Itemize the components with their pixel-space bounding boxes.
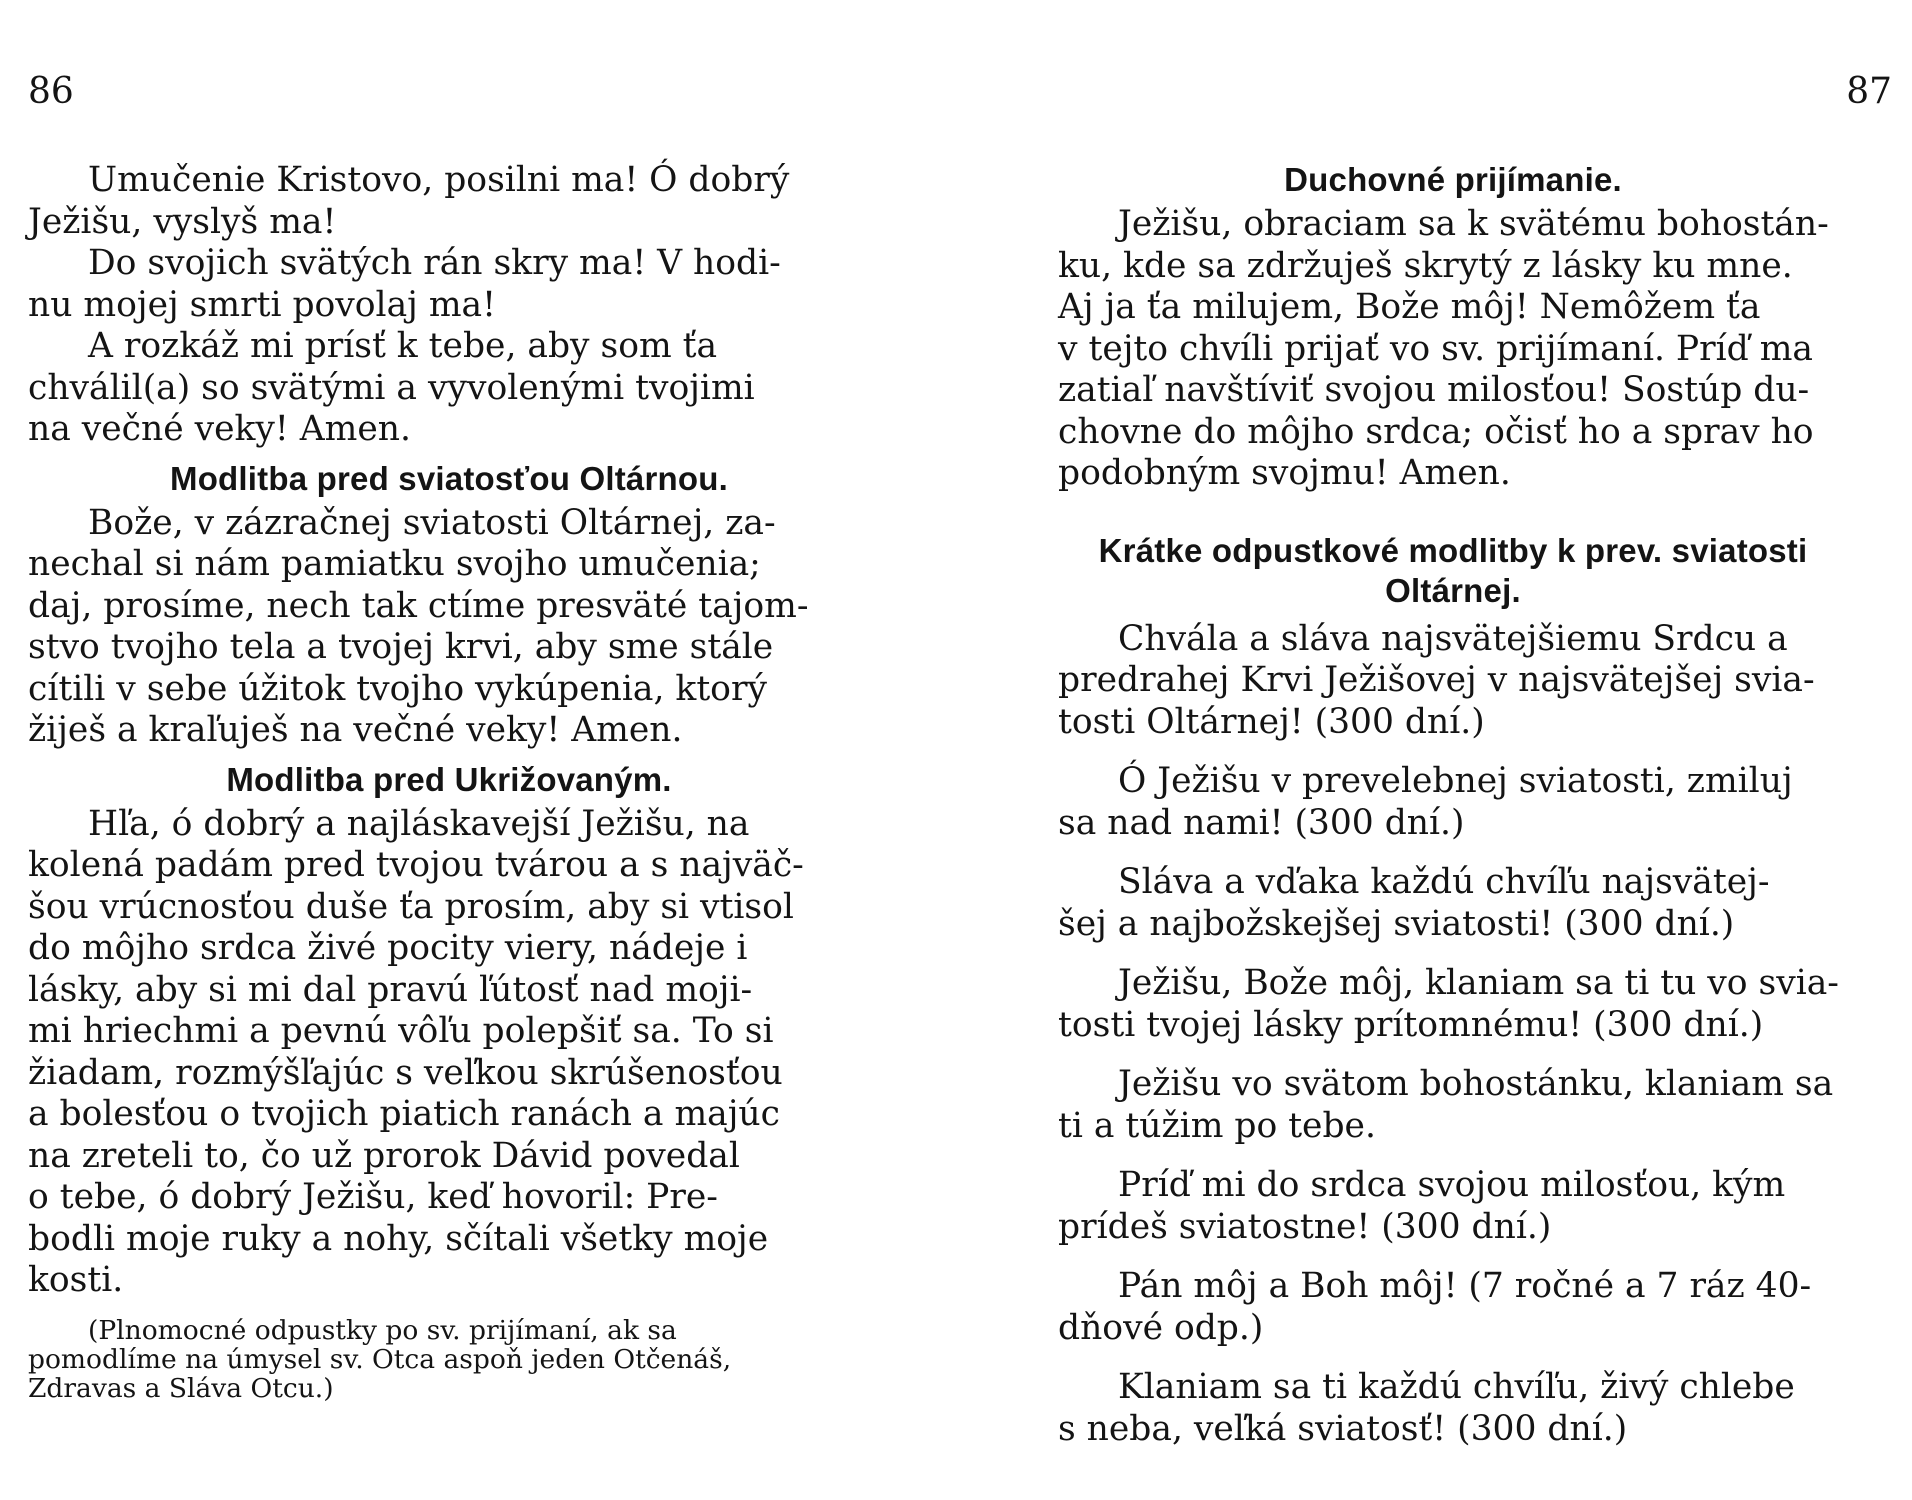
- short-prayer: [1058, 862, 1848, 945]
- text-line: nu mojej smrti povolaj ma!: [28, 284, 496, 325]
- short-prayer: [1058, 1266, 1848, 1349]
- text-line: cítili v sebe úžitok tvojho vykúpenia, ktorý: [28, 668, 767, 709]
- text-line: podobným svojmu! Amen.: [1058, 453, 1511, 493]
- text-line: v tejto chvíli prijať vo sv. prijímaní. Príď ma: [1058, 328, 1813, 369]
- short-prayer: [1058, 1064, 1848, 1147]
- heading-ukrizovany: Modlitba pred Ukrižovaným.: [226, 760, 672, 798]
- indulgence-note: [28, 1316, 870, 1403]
- text-line: Do svojich svätých rán skry ma! V hodi-: [88, 243, 781, 283]
- text-line: šej a najbožskejšej sviatosti! (300 dní.): [1058, 903, 1735, 944]
- text-line: a bolesťou o tvojich piatich ranách a majúc: [28, 1094, 780, 1134]
- prayer-sviatost-oltarna: [28, 503, 870, 752]
- text-line: Príď mi do srdca svojou milosťou, kým: [1118, 1165, 1786, 1205]
- text-line: sa nad nami! (300 dní.): [1058, 802, 1465, 843]
- text-line: kolená padám pred tvojou tvárou a s najväč-: [28, 845, 804, 885]
- text-line: do môjho srdca živé pocity viery, nádeje i: [28, 928, 748, 968]
- heading-duchovne-prijimanie: Duchovné prijímanie.: [1284, 161, 1622, 198]
- short-prayer: [1058, 1165, 1848, 1248]
- text-line: lásky, aby si mi dal pravú ľútosť nad moji-: [28, 969, 753, 1010]
- prayer-duchovne-prijimanie: [1058, 204, 1848, 495]
- text-line: prídeš sviatostne! (300 dní.): [1058, 1206, 1552, 1247]
- short-prayer: [1058, 761, 1848, 844]
- intro-prayer: [28, 160, 870, 451]
- text-line: Ježišu, obraciam sa k svätému bohostán-: [1118, 204, 1829, 244]
- text-line: Ó Ježišu v prevelebnej sviatosti, zmiluj: [1118, 761, 1793, 801]
- short-prayer: [1058, 963, 1848, 1046]
- text-line: Klaniam sa ti každú chvíľu, živý chlebe: [1118, 1367, 1795, 1407]
- text-line: Umučenie Kristovo, posilni ma! Ó dobrý: [88, 160, 790, 200]
- text-line: mi hriechmi a pevnú vôľu polepšiť sa. To si: [28, 1011, 774, 1051]
- text-line: Ježišu, Bože môj, klaniam sa ti tu vo svia-: [1118, 963, 1839, 1003]
- text-line: nechal si nám pamiatku svojho umučenia;: [28, 544, 761, 584]
- text-line: kosti.: [28, 1260, 124, 1300]
- text-line: Ježišu vo svätom bohostánku, klaniam sa: [1118, 1064, 1834, 1104]
- text-line: A rozkáž mi prísť k tebe, aby som ťa: [88, 326, 718, 366]
- right-page: [956, 0, 1912, 1500]
- short-prayer: [1058, 1367, 1848, 1450]
- text-line: ku, kde sa zdržuješ skrytý z lásky ku mne.: [1058, 245, 1793, 286]
- text-line: dňové odp.): [1058, 1307, 1264, 1348]
- text-line: tosti tvojej lásky prítomnému! (300 dní.): [1058, 1004, 1764, 1045]
- note-line: pomodlíme na úmysel sv. Otca aspoň jeden Otčenáš,: [28, 1343, 732, 1375]
- short-prayer: [1058, 619, 1848, 744]
- text-line: Bože, v zázračnej sviatosti Oltárnej, za-: [88, 502, 776, 543]
- text-line: zatiaľ navštíviť svojou milosťou! Sostúp du-: [1058, 370, 1810, 410]
- text-line: stvo tvojho tela a tvojej krvi, aby sme stále: [28, 627, 774, 667]
- text-line: Aj ja ťa milujem, Bože môj! Nemôžem ťa: [1058, 287, 1761, 327]
- text-line: Chvála a sláva najsvätejšiemu Srdcu a: [1118, 618, 1788, 659]
- text-line: chovne do môjho srdca; očisť ho a sprav ho: [1058, 411, 1814, 452]
- prayer-ukrizovany: [28, 804, 870, 1302]
- heading-line: Krátke odpustkové modlitby k prev. sviatosti: [1098, 531, 1808, 569]
- text-line: šou vrúcnosťou duše ťa prosím, aby si vtisol: [28, 886, 794, 927]
- page-number-right: 87: [1846, 71, 1892, 112]
- text-line: žiješ a kraľuješ na večné veky! Amen.: [28, 710, 683, 750]
- heading-kratke-modlitby: [1058, 531, 1848, 611]
- left-column: [28, 160, 870, 1403]
- text-line: na zreteli to, čo už prorok Dávid povedal: [28, 1135, 740, 1176]
- text-line: s neba, veľká sviatosť! (300 dní.): [1058, 1408, 1628, 1449]
- text-line: tosti Oltárnej! (300 dní.): [1058, 701, 1485, 742]
- heading-sviatost-oltarna: Modlitba pred sviatosťou Oltárnou.: [170, 459, 728, 497]
- text-line: o tebe, ó dobrý Ježišu, keď hovoril: Pre-: [28, 1177, 718, 1217]
- text-line: na večné veky! Amen.: [28, 409, 411, 449]
- page-number-left: 86: [28, 71, 74, 112]
- note-line: Zdravas a Sláva Otcu.): [28, 1372, 334, 1404]
- text-line: bodli moje ruky a nohy, sčítali všetky moje: [28, 1218, 769, 1259]
- text-line: Pán môj a Boh môj! (7 ročné a 7 ráz 40-: [1118, 1266, 1812, 1306]
- right-column: [1058, 160, 1848, 1450]
- heading-line: Oltárnej.: [1385, 571, 1521, 609]
- text-line: predrahej Krvi Ježišovej v najsvätejšej svia-: [1058, 660, 1815, 700]
- text-line: žiadam, rozmýšľajúc s veľkou skrúšenosťou: [28, 1052, 783, 1093]
- text-line: Sláva a vďaka každú chvíľu najsvätej-: [1118, 862, 1770, 902]
- text-line: Ježišu, vyslyš ma!: [28, 201, 337, 242]
- text-line: ti a túžim po tebe.: [1058, 1105, 1376, 1146]
- note-line: (Plnomocné odpustky po sv. prijímaní, ak sa: [88, 1314, 677, 1346]
- text-line: daj, prosíme, nech tak ctíme presväté tajom-: [28, 585, 809, 626]
- text-line: Hľa, ó dobrý a najláskavejší Ježišu, na: [88, 803, 750, 844]
- text-line: chválil(a) so svätými a vyvolenými tvojimi: [28, 367, 755, 408]
